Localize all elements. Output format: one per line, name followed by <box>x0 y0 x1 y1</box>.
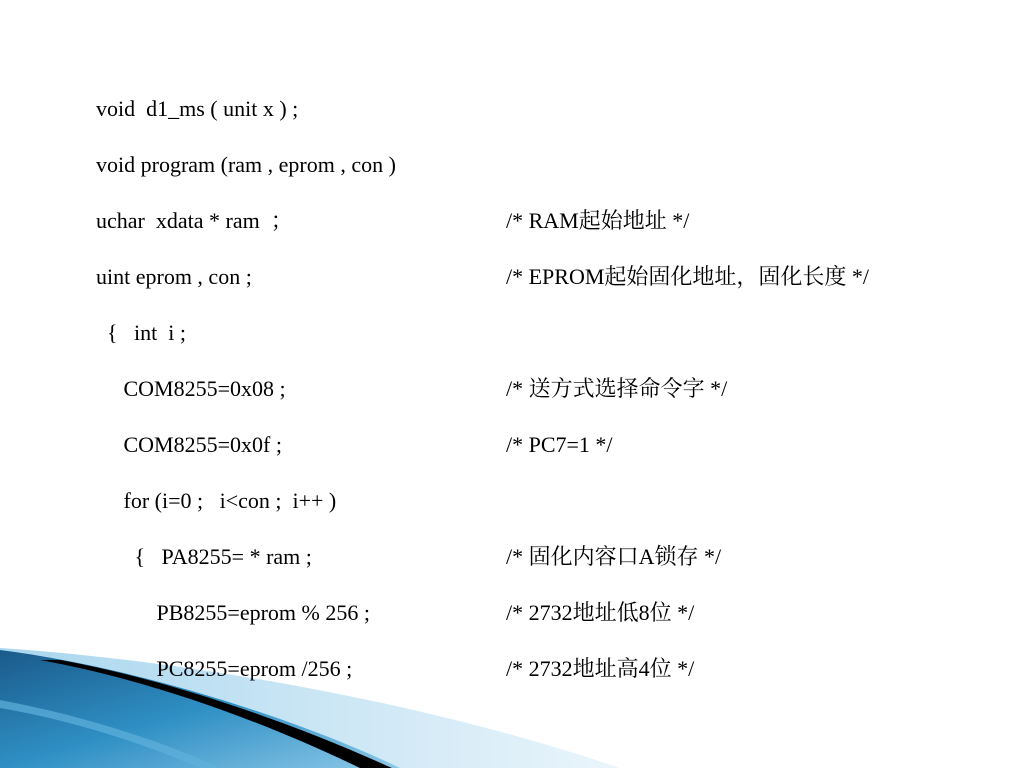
code-text: PB8255=eprom % 256 ; <box>96 600 370 625</box>
code-text: COM8255=0x0f ; <box>96 432 282 457</box>
code-text: uint eprom , con ; <box>96 264 252 289</box>
code-comment: /* 固化内容口A锁存 */ <box>506 544 722 569</box>
code-text: uchar xdata * ram ； <box>96 208 293 233</box>
code-comment: /* 送方式选择命令字 */ <box>506 376 728 401</box>
code-text: { PA8255= * ram ; <box>96 544 312 569</box>
code-text: void program (ram , eprom , con ) <box>96 152 396 177</box>
code-comment: /* RAM起始地址 */ <box>506 208 690 233</box>
code-line <box>96 656 695 760</box>
code-comment: /* PC7=1 */ <box>506 432 613 457</box>
code-text: { int i ; <box>96 320 187 345</box>
code-comment: /* EPROM起始固化地址，固化长度 */ <box>506 264 870 289</box>
code-text: void d1_ms ( unit x ) ; <box>96 96 299 121</box>
code-text: for (i=0 ; i<con ; i++ ) <box>96 488 337 513</box>
code-comment: /* 2732地址高4位 */ <box>506 656 695 681</box>
code-text: PC8255=eprom /256 ; <box>96 656 353 681</box>
code-text: COM8255=0x08 ; <box>96 376 286 401</box>
code-comment: /* 2732地址低8位 */ <box>506 600 695 625</box>
